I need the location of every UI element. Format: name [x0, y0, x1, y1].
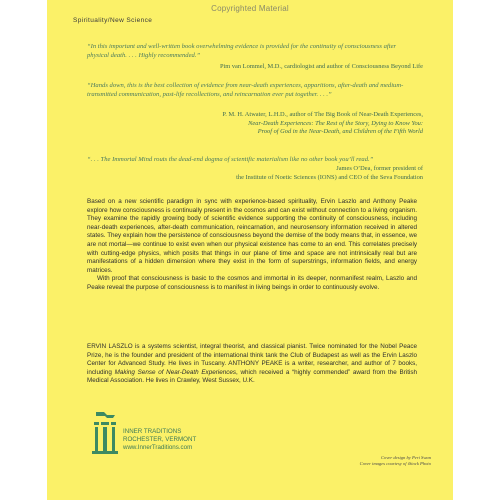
- cover-image-credit: Cover images courtesy of iStock Photo: [359, 461, 431, 466]
- quote-3-attribution: [93, 165, 423, 182]
- author-bios: [87, 343, 417, 386]
- quote-1-text: “In this important and well-written book overwhelming evidence is provided for the continuity of consciousness after physical death. . . . Highly recommended.”: [87, 43, 397, 59]
- publisher-logo-icon: [92, 410, 118, 454]
- publisher-location: ROCHESTER, VERMONT: [123, 436, 197, 443]
- bio-text-2: , which received a “highly commended” award from the British Medical Association. He lives in Crawley, West Sussex, U.K.: [87, 368, 417, 385]
- bio-book-title: Making Sense of Near-Death Experiences: [114, 368, 236, 376]
- copyright-watermark: Copyrighted Material: [211, 4, 289, 13]
- quote-3-text: “. . . The Immortal Mind routs the dead-end dogma of scientific materialism like no other book you’ll read.”: [87, 156, 374, 163]
- quote-2-attribution-line-1: P. M. H. Atwater, L.H.D., author of The Big Book of Near-Death Experiences,: [222, 111, 423, 118]
- cover-design-credit: Cover design by Peri Swan: [380, 455, 431, 460]
- back-cover: [47, 0, 453, 500]
- description-paragraph-1: Based on a new scientific paradigm in sync with experience-based spirituality, Ervin Laszlo and Anthony Peake explore how consciousness is continually present in the cosmos and can exist without connection to a living organism. They examine the rapidly growing body of scientific evidence supporting the continuity of consciousness, including near-death experiences, after-death communication, reincarnation, and neurosensory information received in altered states. They explain how the persistence of consciousness beyond the demise of the body means that, in essence, we are not mortal—we continue to exist even when our physical existence has come to an end. This correlates precisely with cutting-edge physics, which posits that things in our plane of time and space are not intrinsically real but are manifestations of a hidden dimension where they exist in the form of superstrings, information fields, and energy matrices.: [87, 198, 417, 274]
- publisher-info: [123, 428, 196, 452]
- cover-credits: [360, 455, 431, 467]
- publisher-name: INNER TRADITIONS: [123, 428, 182, 435]
- quote-1-attribution: Pim van Lommel, M.D., cardiologist and author of Consciousness Beyond Life: [219, 63, 423, 70]
- quote-3-attribution-line-1: James O’Dea, former president of: [336, 165, 423, 172]
- category-label: Spirituality/New Science: [73, 17, 153, 24]
- bio-text-1: ERVIN LASZLO is a systems scientist, integral theorist, and classical pianist. Twice nominated for the Nobel Peace Prize, he is the founder and president of the international think tank the Club of Budapest as well as the Ervin Laszlo Center for Advanced Study. He lives in Tuscany. ANTHONY PEAKE is a writer, researcher, and author of 7 books, including: [87, 343, 417, 376]
- publisher-url[interactable]: www.InnerTraditions.com: [123, 444, 193, 451]
- quote-2-attribution-line-3: Proof of God in the Near-Death, and Children of the Fifth World: [257, 128, 423, 136]
- quote-2-attribution: [93, 111, 423, 137]
- book-description: [87, 198, 417, 293]
- quote-3-attribution-line-2: the Institute of Noetic Sciences (IONS) and CEO of the Seva Foundation: [236, 173, 423, 181]
- description-paragraph-2: With proof that consciousness is basic to the cosmos and immortal in its deeper, nonmanifest realm, Laszlo and Peake reveal the purpose of consciousness is to manifest in living beings in order to continuously evolve.: [87, 275, 417, 291]
- quote-2-attribution-line-2: Near-Death Experiences: The Rest of the Story, Dying to Know You:: [248, 119, 423, 127]
- quote-2-text: “Hands down, this is the best collection of evidence from near-death experiences, apparitions, after-death and medium-transmitted communication, past-life recollections, and reincarnation ever put together. . . .”: [87, 82, 404, 98]
